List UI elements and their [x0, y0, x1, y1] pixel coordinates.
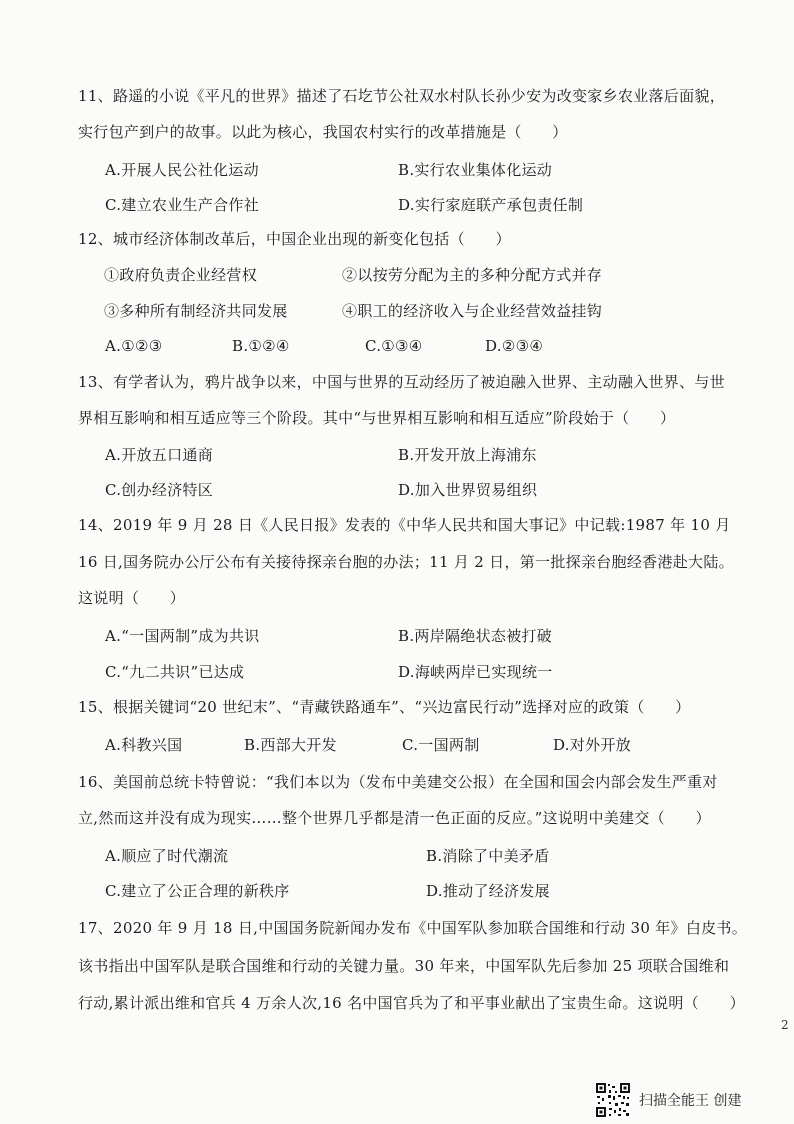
- q15-option-d: D.对外开放: [553, 736, 632, 754]
- q14-option-a: A.“一国两制”成为共识: [105, 627, 260, 645]
- q13-option-c: C.创办经济特区: [105, 481, 214, 499]
- q17-stem-line1: 17、2020 年 9 月 18 日,中国国务院新闻办发布《中国军队参加联合国维和行动 30 年》白皮书。: [78, 919, 748, 937]
- q16-stem-line1: 16、美国前总统卡特曾说：“我们本以为（发布中美建交公报）在全国和国会内部会发生严重对: [78, 773, 718, 791]
- q15-stem: 15、根据关键词“20 世纪末”、“青藏铁路通车”、“兴边富民行动”选择对应的政策（ ）: [78, 698, 691, 716]
- q15-option-a: A.科教兴国: [105, 736, 183, 754]
- q13-option-a: A.开放五口通商: [105, 446, 214, 464]
- page-number: 2: [781, 1018, 789, 1032]
- q12-statement-1: ①政府负责企业经营权: [104, 266, 258, 284]
- q13-stem-line1: 13、有学者认为，鸦片战争以来，中国与世界的互动经历了被迫融入世界、主动融入世界、与世: [78, 373, 725, 391]
- q13-stem-line2: 界相互影响和相互适应等三个阶段。其中“与世界相互影响和相互适应”阶段始于（ ）: [78, 409, 676, 427]
- q15-option-b: B.西部大开发: [244, 736, 337, 754]
- q13-option-b: B.开发开放上海浦东: [398, 446, 537, 464]
- q12-statement-3: ③多种所有制经济共同发展: [104, 302, 288, 320]
- q14-option-b: B.两岸隔绝状态被打破: [398, 627, 553, 645]
- q16-stem-line2: 立,然而这并没有成为现实……整个世界几乎都是清一色正面的反应。”这说明中美建交（ ）: [78, 809, 711, 827]
- q12-option-b: B.①②④: [232, 337, 290, 355]
- q14-option-c: C.“九二共识”已达成: [105, 663, 245, 681]
- scanner-watermark: [595, 1082, 741, 1118]
- q16-option-a: A.顺应了时代潮流: [105, 847, 229, 865]
- q17-stem-line3: 行动,累计派出维和官兵 4 万余人次,16 名中国官兵为了和平事业献出了宝贵生命。这说明（ ）: [78, 994, 745, 1012]
- scanner-text: 扫描全能王 创建: [639, 1093, 742, 1109]
- q11-option-b: B.实行农业集体化运动: [398, 161, 553, 179]
- q12-statement-2: ②以按劳分配为主的多种分配方式并存: [342, 266, 603, 284]
- q11-stem-line2: 实行包产到户的故事。以此为核心，我国农村实行的改革措施是（ ）: [78, 123, 568, 141]
- q11-option-c: C.建立农业生产合作社: [105, 196, 260, 214]
- q12-stem: 12、城市经济体制改革后，中国企业出现的新变化包括（ ）: [78, 230, 511, 248]
- q11-stem-line1: 11、路遥的小说《平凡的世界》描述了石圪节公社双水村队长孙少安为改变家乡农业落后面貌，: [78, 87, 725, 105]
- q12-option-c: C.①③④: [365, 337, 423, 355]
- q12-option-a: A.①②③: [105, 337, 163, 355]
- q12-option-d: D.②③④: [485, 337, 544, 355]
- q14-stem-line2: 16 日,国务院办公厅公布有关接待探亲台胞的办法；11 月 2 日，第一批探亲台胞经香港赴大陆。: [78, 553, 734, 571]
- q11-option-a: A.开展人民公社化运动: [105, 161, 259, 179]
- q14-stem-line3: 这说明（ ）: [78, 589, 186, 607]
- q11-option-d: D.实行家庭联产承包责任制: [398, 196, 584, 214]
- q16-option-c: C.建立了公正合理的新秩序: [105, 882, 290, 900]
- q17-stem-line2: 该书指出中国军队是联合国维和行动的关键力量。30 年来，中国军队先后参加 25 项联合国维和: [78, 957, 730, 975]
- q14-stem-line1: 14、2019 年 9 月 28 日《人民日报》发表的《中华人民共和国大事记》中记载:1987 年 10 月: [78, 516, 731, 534]
- q15-option-c: C.一国两制: [402, 736, 480, 754]
- q13-option-d: D.加入世界贸易组织: [398, 481, 538, 499]
- q16-option-b: B.消除了中美矛盾: [426, 847, 550, 865]
- q16-option-d: D.推动了经济发展: [426, 882, 550, 900]
- q12-statement-4: ④职工的经济收入与企业经营效益挂钩: [342, 302, 603, 320]
- qr-code-icon: [595, 1082, 631, 1118]
- q14-option-d: D.海峡两岸已实现统一: [398, 663, 553, 681]
